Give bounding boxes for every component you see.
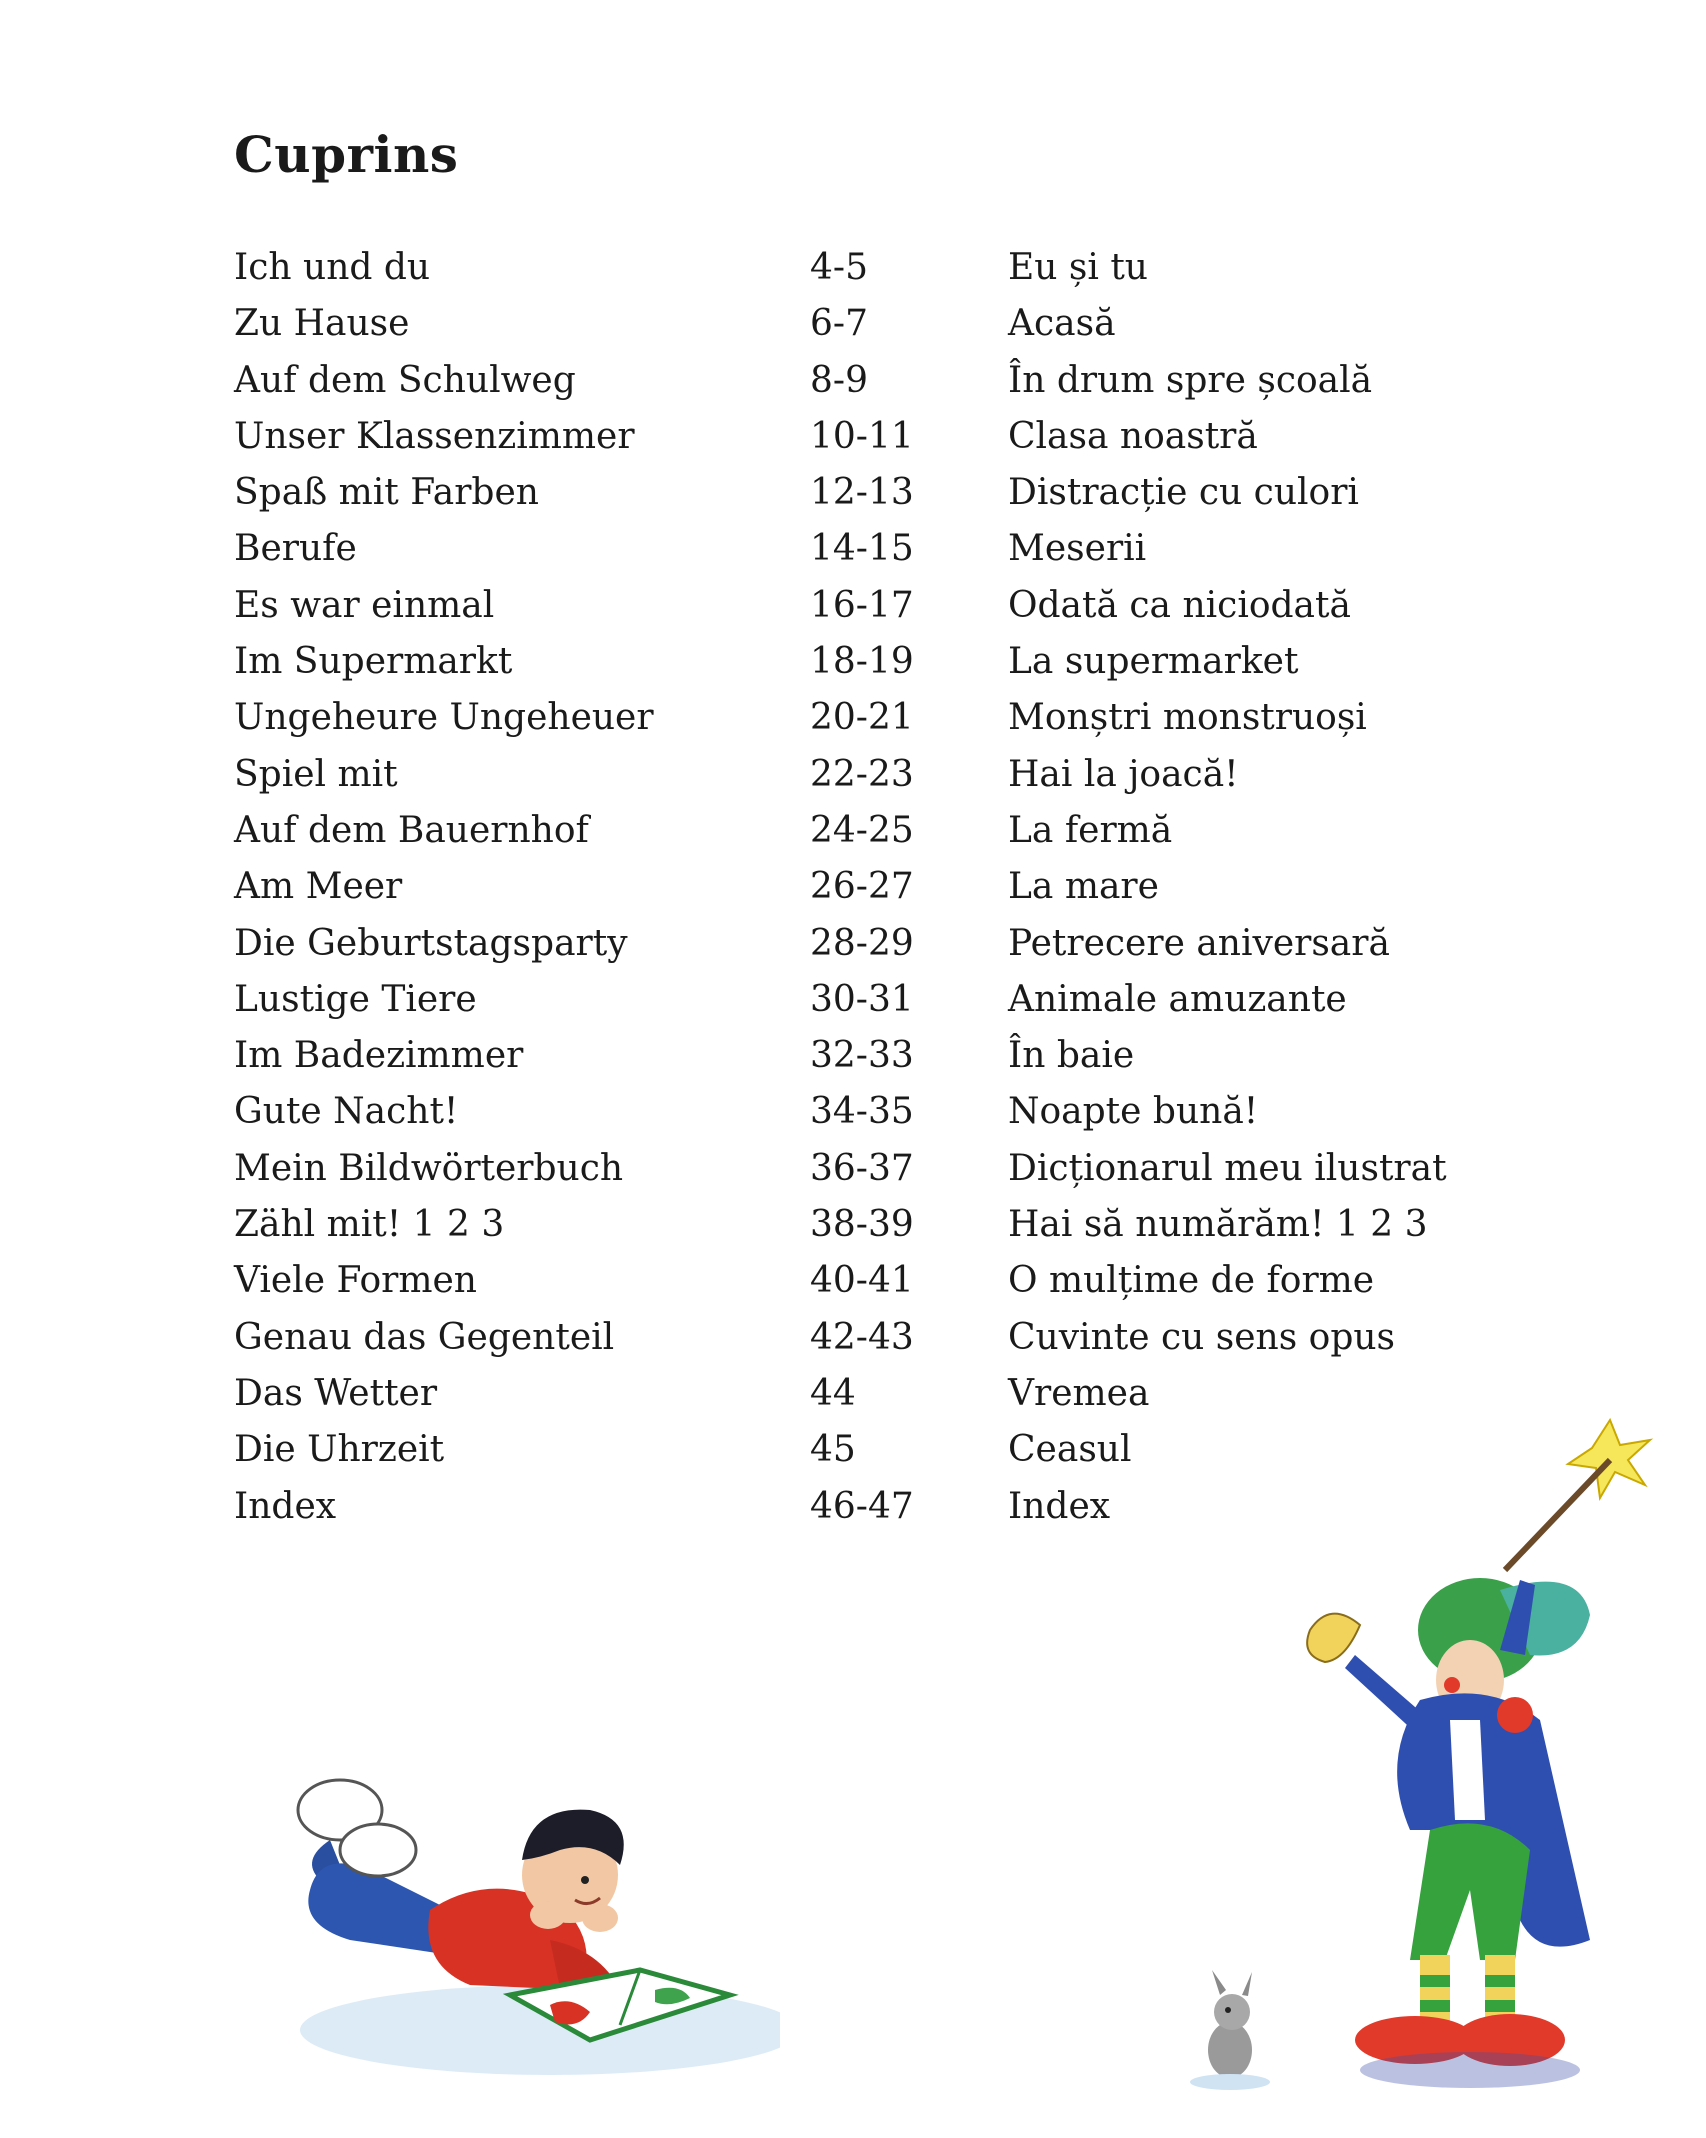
toc-title-de: Viele Formen xyxy=(234,1260,477,1302)
toc-row[interactable] xyxy=(234,1141,1494,1197)
toc-title-ro: Vremea xyxy=(1008,1372,1150,1414)
toc-row[interactable] xyxy=(234,240,1494,296)
toc-row[interactable] xyxy=(234,296,1494,352)
toc-title-de: Spiel mit xyxy=(234,753,398,795)
clown-illustration xyxy=(1160,1400,1680,2120)
toc-title-de: Unser Klassenzimmer xyxy=(234,415,635,457)
toc-row[interactable] xyxy=(234,972,1494,1028)
toc-title-de: Ungeheure Ungeheuer xyxy=(234,697,654,739)
toc-page-number: 6-7 xyxy=(810,303,868,345)
toc-title-ro: Distracție cu culori xyxy=(1008,472,1359,514)
toc-title-ro: O mulțime de forme xyxy=(1008,1260,1375,1302)
toc-page-number: 44 xyxy=(810,1372,856,1414)
toc-row[interactable] xyxy=(234,859,1494,915)
toc-page-number: 46-47 xyxy=(810,1485,914,1527)
toc-title-ro: În drum spre școală xyxy=(1008,359,1373,401)
toc-page-number: 38-39 xyxy=(810,1204,914,1246)
toc-title-de: Das Wetter xyxy=(234,1372,438,1414)
toc-page-number: 18-19 xyxy=(810,641,914,683)
toc-row[interactable] xyxy=(234,578,1494,634)
toc-title-ro: Clasa noastră xyxy=(1008,415,1258,457)
toc-page-number: 24-25 xyxy=(810,809,914,851)
toc-title-ro: Monștri monstruoși xyxy=(1008,697,1367,739)
toc-page-number: 42-43 xyxy=(810,1316,914,1358)
toc-title-de: Die Uhrzeit xyxy=(234,1429,445,1471)
toc-row[interactable] xyxy=(234,916,1494,972)
toc-title-ro: Index xyxy=(1008,1485,1111,1527)
toc-page-number: 40-41 xyxy=(810,1260,914,1302)
toc-row[interactable] xyxy=(234,1253,1494,1309)
toc-row[interactable] xyxy=(234,1028,1494,1084)
toc-row[interactable] xyxy=(234,690,1494,746)
toc-page-number: 36-37 xyxy=(810,1147,914,1189)
toc-title-ro: Odată ca niciodată xyxy=(1008,584,1351,626)
toc-page-number: 20-21 xyxy=(810,697,914,739)
toc-row[interactable] xyxy=(234,1084,1494,1140)
toc-title-ro: Hai la joacă! xyxy=(1008,753,1239,795)
toc-title-de: Mein Bildwörterbuch xyxy=(234,1147,624,1189)
toc-title-ro: Meserii xyxy=(1008,528,1147,570)
toc-title-de: Spaß mit Farben xyxy=(234,472,539,514)
toc-page-number: 32-33 xyxy=(810,1035,914,1077)
toc-title-ro: Acasă xyxy=(1008,303,1116,345)
toc-title-ro: La fermă xyxy=(1008,809,1173,851)
toc-title-de: Zähl mit! 1 2 3 xyxy=(234,1204,505,1246)
toc-page-number: 14-15 xyxy=(810,528,914,570)
toc-title-de: Die Geburtstagsparty xyxy=(234,922,628,964)
toc-title-de: Berufe xyxy=(234,528,357,570)
toc-page-number: 22-23 xyxy=(810,753,914,795)
toc-title-de: Index xyxy=(234,1485,337,1527)
toc-title-ro: Noapte bună! xyxy=(1008,1091,1259,1133)
table-of-contents xyxy=(234,240,1494,1535)
toc-page-number: 28-29 xyxy=(810,922,914,964)
toc-title-de: Am Meer xyxy=(234,866,403,908)
toc-title-ro: La supermarket xyxy=(1008,641,1299,683)
toc-title-ro: Hai să numărăm! 1 2 3 xyxy=(1008,1204,1428,1246)
boy-reading-illustration xyxy=(260,1740,780,2100)
toc-title-ro: Cuvinte cu sens opus xyxy=(1008,1316,1396,1358)
toc-title-ro: Petrecere aniversară xyxy=(1008,922,1390,964)
toc-title-de: Es war einmal xyxy=(234,584,495,626)
toc-page-number: 16-17 xyxy=(810,584,914,626)
toc-title-de: Im Badezimmer xyxy=(234,1035,524,1077)
toc-row[interactable] xyxy=(234,1197,1494,1253)
toc-title-de: Auf dem Bauernhof xyxy=(234,809,589,851)
toc-title-de: Ich und du xyxy=(234,247,431,288)
toc-row[interactable] xyxy=(234,465,1494,521)
toc-title-de: Im Supermarkt xyxy=(234,641,513,683)
toc-page-number: 34-35 xyxy=(810,1091,914,1133)
toc-title-de: Gute Nacht! xyxy=(234,1091,459,1133)
page-title: Cuprins xyxy=(234,125,459,184)
toc-row[interactable] xyxy=(234,803,1494,859)
toc-title-ro: Animale amuzante xyxy=(1008,978,1347,1020)
toc-row[interactable] xyxy=(234,521,1494,577)
toc-title-ro: În baie xyxy=(1008,1035,1135,1077)
toc-title-ro: La mare xyxy=(1008,866,1159,908)
toc-page-number: 30-31 xyxy=(810,978,914,1020)
toc-title-ro: Ceasul xyxy=(1008,1429,1132,1471)
toc-page-number: 26-27 xyxy=(810,866,914,908)
toc-row[interactable] xyxy=(234,353,1494,409)
toc-title-de: Zu Hause xyxy=(234,303,410,345)
toc-page-number: 8-9 xyxy=(810,359,868,401)
toc-title-de: Lustige Tiere xyxy=(234,978,477,1020)
toc-row[interactable] xyxy=(234,747,1494,803)
toc-title-ro: Dicționarul meu ilustrat xyxy=(1008,1147,1447,1189)
toc-title-ro: Eu și tu xyxy=(1008,247,1148,288)
toc-page-number: 10-11 xyxy=(810,415,914,457)
toc-page-number: 45 xyxy=(810,1429,856,1471)
toc-row[interactable] xyxy=(234,409,1494,465)
toc-row[interactable] xyxy=(234,1310,1494,1366)
toc-title-de: Genau das Gegenteil xyxy=(234,1316,615,1358)
toc-page-number: 4-5 xyxy=(810,247,868,288)
toc-row[interactable] xyxy=(234,634,1494,690)
toc-title-de: Auf dem Schulweg xyxy=(234,359,576,401)
toc-page-number: 12-13 xyxy=(810,472,914,514)
